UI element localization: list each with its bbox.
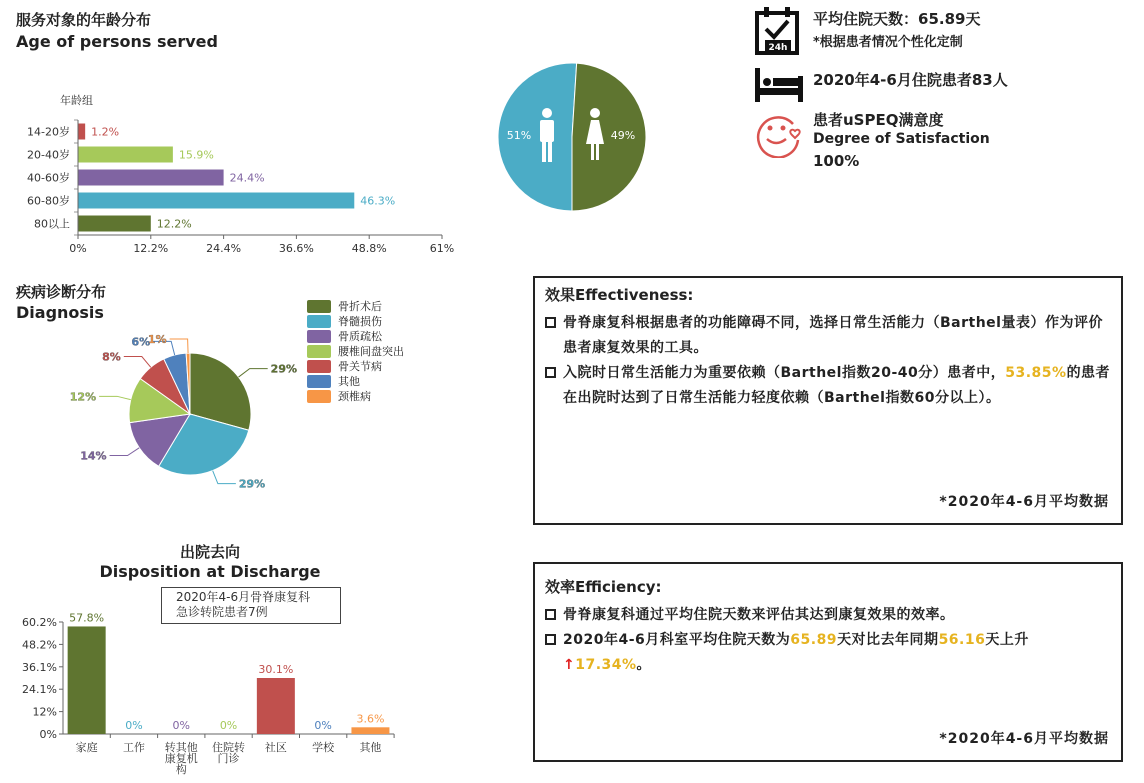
age-bar-value-label: 1.2% <box>91 125 120 139</box>
age-category-label: 40-60岁 <box>27 171 70 185</box>
discharge-y-tick-label: 36.1% <box>22 660 57 674</box>
satisfaction-value: 100% <box>813 152 860 170</box>
discharge-y-tick-label: 12% <box>32 705 57 719</box>
discharge-bar-chart <box>0 600 420 783</box>
effectiveness-item-1 <box>545 311 1111 361</box>
diagnosis-value-label: 6% <box>131 335 151 349</box>
discharge-bar-value-label: 0% <box>125 719 143 732</box>
discharge-category-label: 构 <box>175 763 187 776</box>
effectiveness-item-2-text-a: 入院时日常生活能力为重要依赖（Barthel指数20-40分）患者中， <box>563 365 1006 381</box>
patients-count: 2020年4-6月住院患者83人 <box>813 71 1008 89</box>
legend-label: 其他 <box>338 375 360 388</box>
age-bar <box>78 124 85 140</box>
diagnosis-leader-line <box>239 369 268 377</box>
discharge-category-label: 转其他 <box>164 741 198 754</box>
diagnosis-value-label: 1% <box>147 333 167 347</box>
age-x-tick-label: 0% <box>69 242 87 255</box>
legend-swatch <box>307 300 331 313</box>
age-bar-value-label: 15.9% <box>178 148 214 162</box>
age-x-tick-label: 61% <box>429 242 455 255</box>
checkbox-icon <box>545 367 556 378</box>
legend-swatch <box>307 330 331 343</box>
los-note: *根据患者情况个性化定制 <box>813 35 963 50</box>
effectiveness-note: *2020年4-6月平均数据 <box>939 494 1109 510</box>
legend-label: 颈椎病 <box>338 390 371 403</box>
legend-swatch <box>307 345 331 358</box>
effectiveness-heading: 效果Effectiveness: <box>545 286 694 304</box>
legend-label: 腰椎间盘突出 <box>338 345 404 358</box>
diagnosis-value-label: 14% <box>80 449 107 463</box>
discharge-title-cn: 出院去向 <box>179 543 240 561</box>
age-bar-value-label: 12.2% <box>156 217 192 231</box>
diagnosis-value-label: 29% <box>238 477 266 491</box>
effectiveness-item-1-text: 骨脊康复科根据患者的功能障碍不同，选择日常生活能力（Barthel量表）作为评价患者康复效果的工具。 <box>563 315 1103 356</box>
discharge-title-en: Disposition at Discharge <box>99 562 321 581</box>
age-x-tick-label: 24.4% <box>206 242 242 255</box>
legend-swatch <box>307 390 331 403</box>
discharge-annotation-line-1: 2020年4-6月骨脊康复科 <box>176 590 311 604</box>
age-title-cn: 服务对象的年龄分布 <box>16 11 152 29</box>
discharge-bar-value-label: 0% <box>314 719 332 732</box>
discharge-bar-value-label: 30.1% <box>258 663 294 676</box>
gender-value-label: 49% <box>610 129 636 142</box>
icon-24h-label: 24h <box>768 43 788 53</box>
age-x-tick-label: 12.2% <box>133 242 169 255</box>
effectiveness-highlight: 53.85% <box>1005 365 1067 381</box>
discharge-category-label: 社区 <box>264 741 287 754</box>
diagnosis-value-label: 12% <box>69 390 97 404</box>
efficiency-item-2-text-c: 天上升 <box>985 632 1029 648</box>
age-category-label: 80以上 <box>34 217 70 231</box>
discharge-bar-value-label: 0% <box>219 719 238 732</box>
discharge-category-label: 学校 <box>312 741 335 754</box>
los-label: 平均住院天数：65.89天 <box>813 10 981 28</box>
efficiency-item-1 <box>545 603 1111 628</box>
satisfaction-cn: 患者uSPEQ满意度 <box>813 111 944 129</box>
efficiency-item-2-text-b: 天对比去年同期 <box>837 632 939 648</box>
checkbox-icon <box>545 609 556 620</box>
efficiency-item-2-text-a: 2020年4-6月科室平均住院天数为 <box>563 632 791 648</box>
discharge-bar <box>351 727 389 734</box>
discharge-category-label: 住院转 <box>212 741 246 754</box>
discharge-category-label: 工作 <box>122 741 145 754</box>
efficiency-item-2 <box>545 628 1111 678</box>
discharge-category-label: 家庭 <box>75 741 98 754</box>
discharge-bar-value-label: 3.6% <box>356 712 385 726</box>
efficiency-item-1-text: 骨脊康复科通过平均住院天数来评估其达到康复效果的效率。 <box>563 607 955 623</box>
efficiency-item-2-text-d: 。 <box>636 657 652 673</box>
diagnosis-leader-line <box>99 396 131 399</box>
satisfaction-en: Degree of Satisfaction <box>813 131 990 147</box>
age-axis-label: 年龄组 <box>60 94 93 107</box>
diagnosis-value-label: 8% <box>102 350 121 364</box>
diagnosis-legend <box>307 300 427 410</box>
diagnosis-leader-line <box>213 471 236 484</box>
age-bar-value-label: 24.4% <box>229 171 265 185</box>
discharge-annotation-line-2: 急诊转院患者7例 <box>176 605 268 619</box>
age-bar <box>78 193 354 209</box>
efficiency-box <box>533 562 1123 762</box>
discharge-y-tick-label: 60.2% <box>22 616 57 629</box>
smiley-heart-icon <box>755 110 803 158</box>
legend-label: 骨折术后 <box>338 300 382 313</box>
legend-swatch <box>307 360 331 373</box>
efficiency-heading: 效率Efficiency: <box>545 578 662 596</box>
efficiency-note: *2020年4-6月平均数据 <box>939 731 1109 747</box>
discharge-category-label: 其他 <box>359 741 382 754</box>
arrow-up-icon: ↑ <box>563 657 576 673</box>
effectiveness-item-2 <box>545 361 1111 411</box>
discharge-category-label: 康复机 <box>164 752 198 765</box>
diagnosis-title-cn: 疾病诊断分布 <box>16 283 107 301</box>
age-x-tick-label: 36.6% <box>278 242 314 255</box>
diagnosis-value-label: 29% <box>270 362 298 376</box>
efficiency-highlight-3: 17.34% <box>575 657 637 673</box>
legend-label: 骨质疏松 <box>338 330 382 343</box>
age-title-en: Age of persons served <box>16 32 218 51</box>
diagnosis-leader-line <box>124 357 151 368</box>
age-x-tick-label: 48.8% <box>351 242 387 255</box>
discharge-bar <box>68 626 106 734</box>
discharge-y-tick-label: 48.2% <box>22 638 57 652</box>
discharge-y-tick-label: 0% <box>39 728 57 741</box>
legend-swatch <box>307 375 331 388</box>
age-bar <box>78 216 151 232</box>
age-category-label: 60-80岁 <box>27 194 70 208</box>
bed-icon <box>753 66 805 106</box>
gender-value-label: 51% <box>506 129 532 142</box>
age-bar <box>78 147 173 163</box>
diagnosis-title-en: Diagnosis <box>16 303 104 322</box>
efficiency-highlight-1: 65.89 <box>790 632 838 648</box>
age-category-label: 20-40岁 <box>27 148 70 162</box>
diagnosis-pie-chart <box>60 310 310 500</box>
age-bar <box>78 170 224 186</box>
gender-pie-chart <box>490 56 660 221</box>
calendar-24h-icon <box>753 6 803 56</box>
age-bar-value-label: 46.3% <box>360 194 396 208</box>
legend-label: 骨关节病 <box>338 360 382 373</box>
discharge-bar-value-label: 57.8% <box>69 611 105 625</box>
discharge-y-tick-label: 24.1% <box>22 683 57 697</box>
age-category-label: 14-20岁 <box>27 125 70 139</box>
discharge-bar-value-label: 0% <box>172 719 190 732</box>
effectiveness-item-2-text-b: 的患者在出院时达到了日常生活能力轻度依赖（Barthel指数60分以上）。 <box>563 365 1111 406</box>
discharge-category-label: 门诊 <box>217 752 240 765</box>
discharge-bar <box>257 678 295 734</box>
effectiveness-box <box>533 276 1123 525</box>
checkbox-icon <box>545 634 556 645</box>
diagnosis-leader-line <box>110 448 140 456</box>
legend-swatch <box>307 315 331 328</box>
efficiency-highlight-2: 56.16 <box>938 632 986 648</box>
age-bar-chart <box>0 85 470 265</box>
checkbox-icon <box>545 317 556 328</box>
legend-label: 脊髓损伤 <box>338 315 382 328</box>
